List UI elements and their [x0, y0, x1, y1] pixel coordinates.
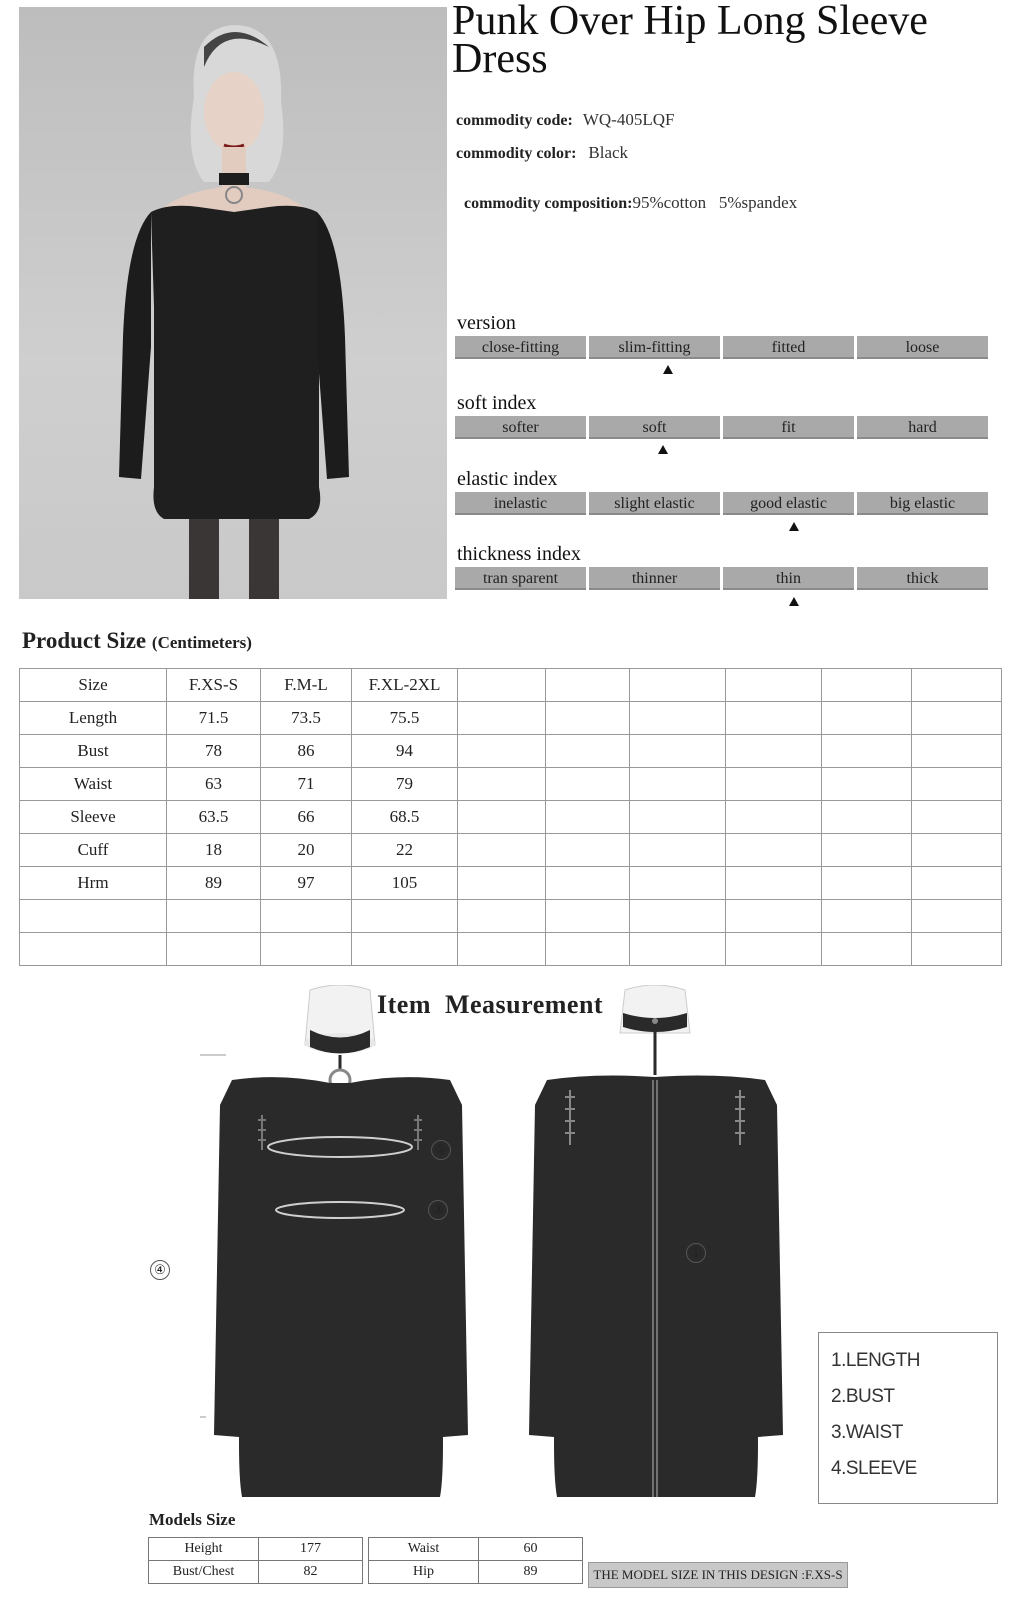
table-row: [20, 702, 1002, 735]
thickness-index-selected-marker: [789, 597, 799, 606]
model-label: Hip: [369, 1561, 479, 1584]
empty-cell: [458, 867, 546, 900]
empty-cell: [912, 834, 1002, 867]
size-row-label: Length: [20, 702, 167, 735]
elastic-index-heading: elastic index: [457, 468, 558, 490]
empty-cell: [458, 834, 546, 867]
size-table-title: Product Size: [22, 628, 147, 653]
spec-color: [456, 143, 628, 163]
empty-cell: [726, 801, 822, 834]
thickness-index-option: thin: [723, 567, 854, 590]
version-selected-marker: [663, 365, 673, 374]
size-value: 66: [261, 801, 352, 834]
measurement-title: Item Measurement: [377, 990, 604, 1019]
size-table-heading: [22, 628, 252, 654]
elastic-index-option: slight elastic: [589, 492, 720, 515]
size-row-label: Cuff: [20, 834, 167, 867]
empty-cell: [630, 867, 726, 900]
empty-cell: [822, 702, 912, 735]
version-option: close-fitting: [455, 336, 586, 359]
spec-composition: [456, 175, 797, 213]
empty-cell: [546, 801, 630, 834]
empty-cell: [546, 834, 630, 867]
spec-value: Black: [588, 143, 629, 162]
empty-cell: [458, 801, 546, 834]
empty-cell: [546, 735, 630, 768]
model-label: Height: [149, 1538, 259, 1561]
empty-cell: [458, 702, 546, 735]
soft-index-heading: soft index: [457, 392, 537, 414]
table-row: [20, 834, 1002, 867]
table-row: [20, 900, 1002, 933]
empty-cell: [912, 702, 1002, 735]
spec-value: WQ-405LQF: [582, 110, 675, 129]
empty-cell: [912, 801, 1002, 834]
empty-cell: [458, 768, 546, 801]
empty-cell: [630, 702, 726, 735]
empty-cell: [630, 735, 726, 768]
size-value: 78: [167, 735, 261, 768]
model-value: 60: [479, 1538, 583, 1561]
spec-label: commodity color:: [456, 145, 577, 162]
empty-cell: [726, 834, 822, 867]
model-value: 177: [259, 1538, 363, 1561]
empty-cell: [912, 867, 1002, 900]
version-option: slim-fitting: [589, 336, 720, 359]
elastic-index-selected-marker: [789, 522, 799, 531]
marker-length: ①: [686, 1243, 706, 1263]
spec-label: commodity composition:: [464, 195, 633, 212]
empty-cell: [822, 735, 912, 768]
empty-cell: [546, 768, 630, 801]
size-header-cell: F.XS-S: [167, 669, 261, 702]
size-value: 63: [167, 768, 261, 801]
table-row: [20, 801, 1002, 834]
empty-cell: [726, 669, 822, 702]
size-value: 71: [261, 768, 352, 801]
size-row-label: Hrm: [20, 867, 167, 900]
spec-code: [456, 110, 674, 130]
marker-bust: ②: [431, 1140, 451, 1160]
empty-cell: [546, 702, 630, 735]
elastic-index-option: big elastic: [857, 492, 988, 515]
models-size-title: Models Size: [149, 1510, 236, 1529]
empty-cell: [912, 768, 1002, 801]
size-table-header-row: [20, 669, 1002, 702]
empty-cell: [822, 669, 912, 702]
size-value: 97: [261, 867, 352, 900]
thickness-index-option: thick: [857, 567, 988, 590]
empty-cell: [726, 768, 822, 801]
size-row-label: Sleeve: [20, 801, 167, 834]
version-option: loose: [857, 336, 988, 359]
empty-cell: [726, 867, 822, 900]
empty-cell: [546, 669, 630, 702]
empty-cell: [458, 735, 546, 768]
version-heading: version: [457, 312, 516, 334]
model-label: Waist: [369, 1538, 479, 1561]
models-size-table-right: [368, 1537, 583, 1584]
table-row: [20, 768, 1002, 801]
thickness-index-heading: thickness index: [457, 543, 581, 565]
size-value: 94: [352, 735, 458, 768]
models-size-table-left: [148, 1537, 363, 1584]
empty-cell: [822, 801, 912, 834]
size-table: [19, 668, 1002, 966]
size-header-cell: F.M-L: [261, 669, 352, 702]
legend-item: 1.LENGTH: [831, 1350, 920, 1371]
legend-item: 4.SLEEVE: [831, 1458, 917, 1479]
size-header-cell: F.XL-2XL: [352, 669, 458, 702]
marker-sleeve: ④: [150, 1260, 170, 1280]
elastic-index-option: inelastic: [455, 492, 586, 515]
product-title: Punk Over Hip Long Sleeve Dress: [452, 0, 928, 82]
empty-cell: [630, 768, 726, 801]
version-bar: [455, 336, 988, 359]
size-header-cell: Size: [20, 669, 167, 702]
size-value: 75.5: [352, 702, 458, 735]
empty-cell: [726, 735, 822, 768]
size-value: 63.5: [167, 801, 261, 834]
empty-cell: [822, 834, 912, 867]
empty-cell: [630, 801, 726, 834]
size-value: 73.5: [261, 702, 352, 735]
version-option: fitted: [723, 336, 854, 359]
elastic-index-option: good elastic: [723, 492, 854, 515]
model-size-note: THE MODEL SIZE IN THIS DESIGN :F.XS-S: [588, 1562, 848, 1588]
size-value: 79: [352, 768, 458, 801]
size-value: 71.5: [167, 702, 261, 735]
table-row: [20, 933, 1002, 966]
measurement-legend: [818, 1332, 998, 1504]
table-row: [369, 1538, 583, 1561]
model-value: 82: [259, 1561, 363, 1584]
model-label: Bust/Chest: [149, 1561, 259, 1584]
empty-cell: [546, 867, 630, 900]
size-value: 18: [167, 834, 261, 867]
table-row: [149, 1538, 363, 1561]
empty-cell: [726, 702, 822, 735]
legend-item: 3.WAIST: [831, 1422, 903, 1443]
size-value: 20: [261, 834, 352, 867]
table-row: [20, 867, 1002, 900]
empty-cell: [630, 669, 726, 702]
size-table-unit: (Centimeters): [151, 633, 252, 652]
soft-index-option: fit: [723, 416, 854, 439]
garment-front-illustration: [200, 985, 480, 1525]
size-row-label: Waist: [20, 768, 167, 801]
size-value: 86: [261, 735, 352, 768]
spec-value: 95%cotton 5%spandex: [632, 193, 798, 212]
size-value: 68.5: [352, 801, 458, 834]
size-value: 89: [167, 867, 261, 900]
size-value: 22: [352, 834, 458, 867]
marker-waist: ③: [428, 1200, 448, 1220]
thickness-index-bar: [455, 567, 988, 590]
size-value: 105: [352, 867, 458, 900]
model-value: 89: [479, 1561, 583, 1584]
soft-index-option: soft: [589, 416, 720, 439]
soft-index-bar: [455, 416, 988, 439]
empty-cell: [458, 669, 546, 702]
spec-label: commodity code:: [456, 112, 573, 129]
soft-index-selected-marker: [658, 445, 668, 454]
soft-index-option: hard: [857, 416, 988, 439]
empty-cell: [822, 768, 912, 801]
garment-back-illustration: [515, 985, 815, 1525]
empty-cell: [630, 834, 726, 867]
thickness-index-option: tran sparent: [455, 567, 586, 590]
table-row: [149, 1561, 363, 1584]
empty-cell: [822, 867, 912, 900]
soft-index-option: softer: [455, 416, 586, 439]
product-photo: [19, 7, 447, 599]
elastic-index-bar: [455, 492, 988, 515]
thickness-index-option: thinner: [589, 567, 720, 590]
size-row-label: Bust: [20, 735, 167, 768]
table-row: [20, 735, 1002, 768]
legend-item: 2.BUST: [831, 1386, 895, 1407]
empty-cell: [912, 669, 1002, 702]
empty-cell: [912, 735, 1002, 768]
table-row: [369, 1561, 583, 1584]
